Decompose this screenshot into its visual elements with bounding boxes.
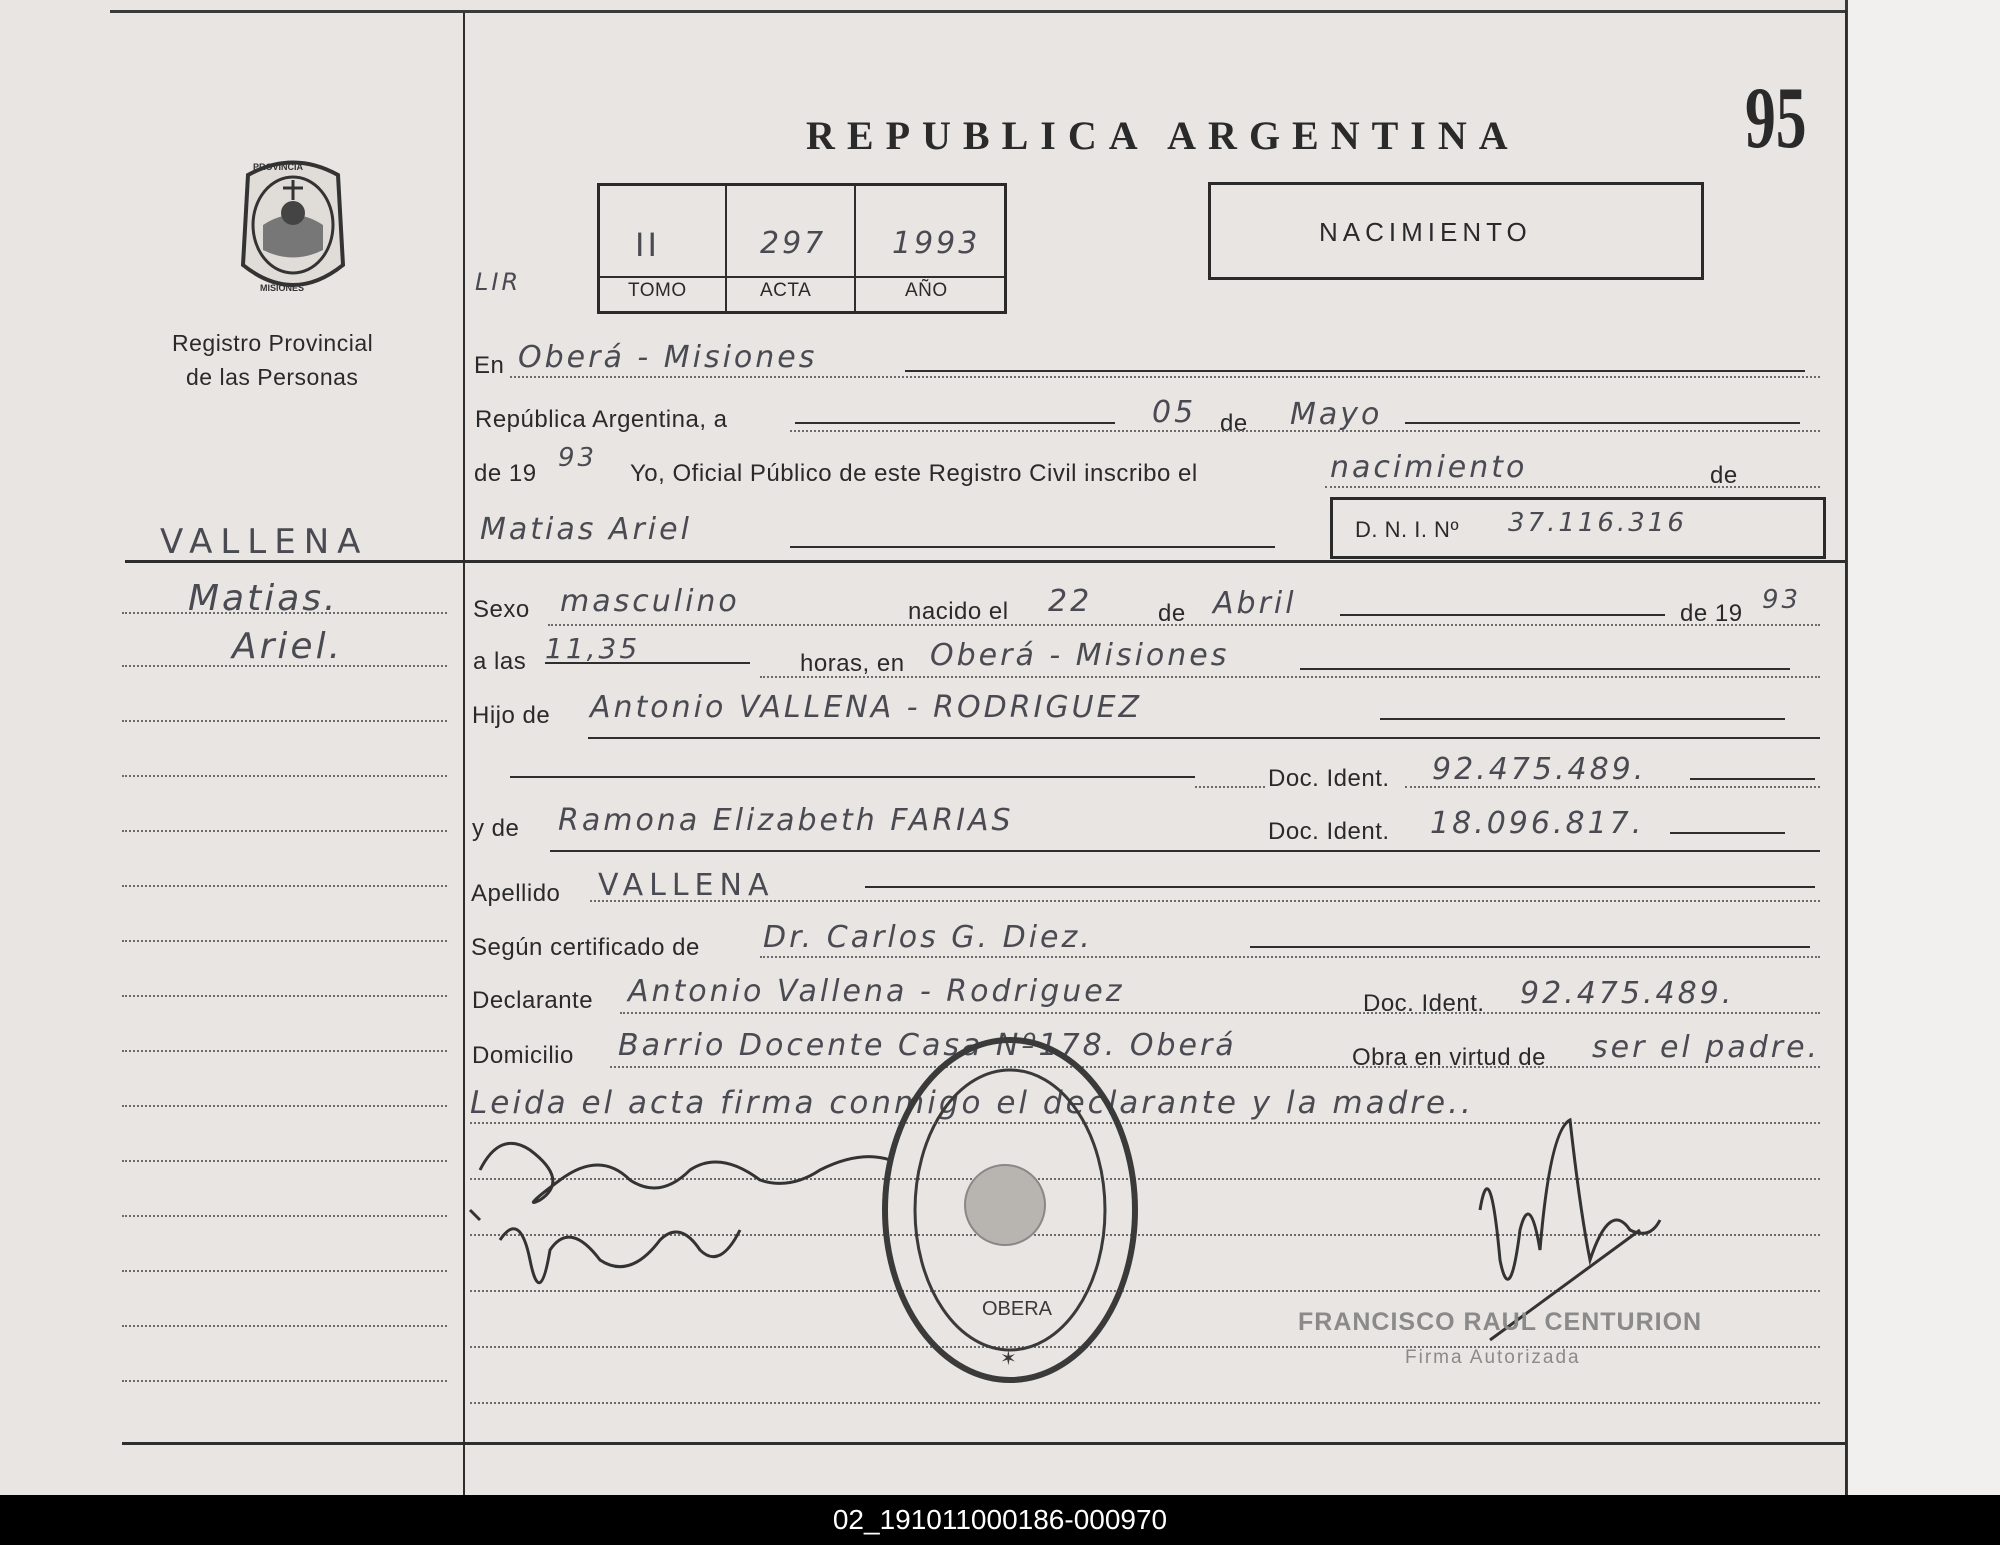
declarante-doc: 92.475.489. [1520, 976, 1735, 1011]
record-type-box [1208, 182, 1704, 280]
official-stamp-icon [870, 1020, 1150, 1400]
svg-text:✶: ✶ [1000, 1346, 1017, 1370]
mother-name: Ramona Elizabeth FARIAS [558, 803, 1014, 838]
mother-doc-label: Doc. Ident. [1268, 818, 1390, 845]
nacido-label: nacido el [908, 598, 1009, 625]
section-divider [125, 560, 1845, 563]
reference-table [597, 183, 1007, 314]
record-type: NACIMIENTO [1319, 217, 1532, 247]
tomo-header: TOMO [628, 280, 687, 301]
month-value: Mayo [1290, 397, 1383, 432]
apellido-label: Apellido [471, 880, 561, 907]
declarante-doc-label: Doc. Ident. [1363, 990, 1485, 1017]
domicilio-label: Domicilio [472, 1042, 574, 1069]
bottom-rule [122, 1442, 1845, 1445]
registry-line-2: de las Personas [186, 364, 359, 390]
top-border [110, 10, 1845, 13]
de-label-2: de [1710, 462, 1738, 489]
birth-day: 22 [1048, 584, 1093, 619]
horas-label: horas, en [800, 650, 905, 677]
page-number: 95 [1745, 70, 1807, 167]
page-edge [1845, 0, 2000, 1495]
declarante-label: Declarante [472, 987, 594, 1014]
name-value: Matias Ariel [480, 512, 692, 547]
hour-value: 11,35 [545, 632, 641, 665]
dni-label: D. N. I. Nº [1355, 517, 1459, 542]
sexo-label: Sexo [473, 596, 530, 623]
declarante-value: Antonio Vallena - Rodriguez [628, 974, 1125, 1009]
official-text: Yo, Oficial Público de este Registro Civil inscribo el [630, 460, 1198, 487]
father-name: Antonio VALLENA - RODRIGUEZ [590, 690, 1143, 725]
father-doc: 92.475.489. [1432, 752, 1647, 787]
registry-line-1: Registro Provincial [172, 330, 374, 356]
official-name: FRANCISCO RAUL CENTURION [1298, 1308, 1703, 1336]
tomo-value: II [635, 226, 660, 264]
segun-label: Según certificado de [471, 934, 700, 961]
right-border [1845, 10, 1847, 1495]
obra-label: Obra en virtud de [1352, 1044, 1546, 1071]
margin-given-1: Matias. [188, 578, 339, 619]
republica-label: República Argentina, a [475, 406, 728, 433]
yde-label: y de [472, 815, 520, 842]
dni-box [1330, 497, 1826, 559]
apellido-value: VALLENA [598, 868, 775, 903]
stamp-bottom-text: OBERA [982, 1298, 1053, 1320]
day-value: 05 [1152, 395, 1197, 430]
year-value: 93 [558, 443, 598, 473]
seal-bottom-text: MISIONES [260, 283, 305, 293]
dni-value: 37.116.316 [1508, 508, 1687, 538]
inscribe-value: nacimiento [1330, 450, 1528, 485]
en-label: En [474, 352, 505, 379]
acta-header: ACTA [760, 280, 812, 301]
country-title: REPUBLICA ARGENTINA [806, 113, 1520, 158]
ano-value: 1993 [892, 226, 981, 261]
book-code: LIR [475, 268, 522, 296]
leida-line: Leida el acta firma conmigo el declarante y la madre.. [470, 1085, 1474, 1121]
mother-doc: 18.096.817. [1430, 806, 1645, 841]
seal-top-text: PROVINCIA [253, 162, 304, 172]
de-label: de [1220, 410, 1248, 437]
birth-month: Abril [1213, 586, 1297, 621]
obra-value: ser el padre. [1592, 1030, 1821, 1065]
footer-id: 02_191011000186-000970 [0, 1495, 2000, 1545]
birth-year-prefix: de 19 [1680, 600, 1743, 627]
domicilio-value: Barrio Docente Casa Nº178. Oberá [618, 1028, 1237, 1063]
year-prefix: de 19 [474, 460, 537, 487]
alas-label: a las [473, 648, 527, 675]
margin-surname: VALLENA [160, 522, 369, 562]
official-title: Firma Autorizada [1405, 1347, 1581, 1368]
acta-value: 297 [760, 226, 827, 261]
ano-header: AÑO [905, 280, 948, 301]
sexo-value: masculino [560, 584, 740, 619]
segun-value: Dr. Carlos G. Diez. [763, 920, 1093, 955]
father-doc-label: Doc. Ident. [1268, 765, 1390, 792]
margin-given-2: Ariel. [232, 626, 344, 667]
hijo-label: Hijo de [472, 702, 551, 729]
birth-place: Oberá - Misiones [930, 638, 1230, 673]
de-label-3: de [1158, 600, 1186, 627]
birth-year: 93 [1762, 585, 1802, 615]
en-value: Oberá - Misiones [518, 340, 818, 375]
